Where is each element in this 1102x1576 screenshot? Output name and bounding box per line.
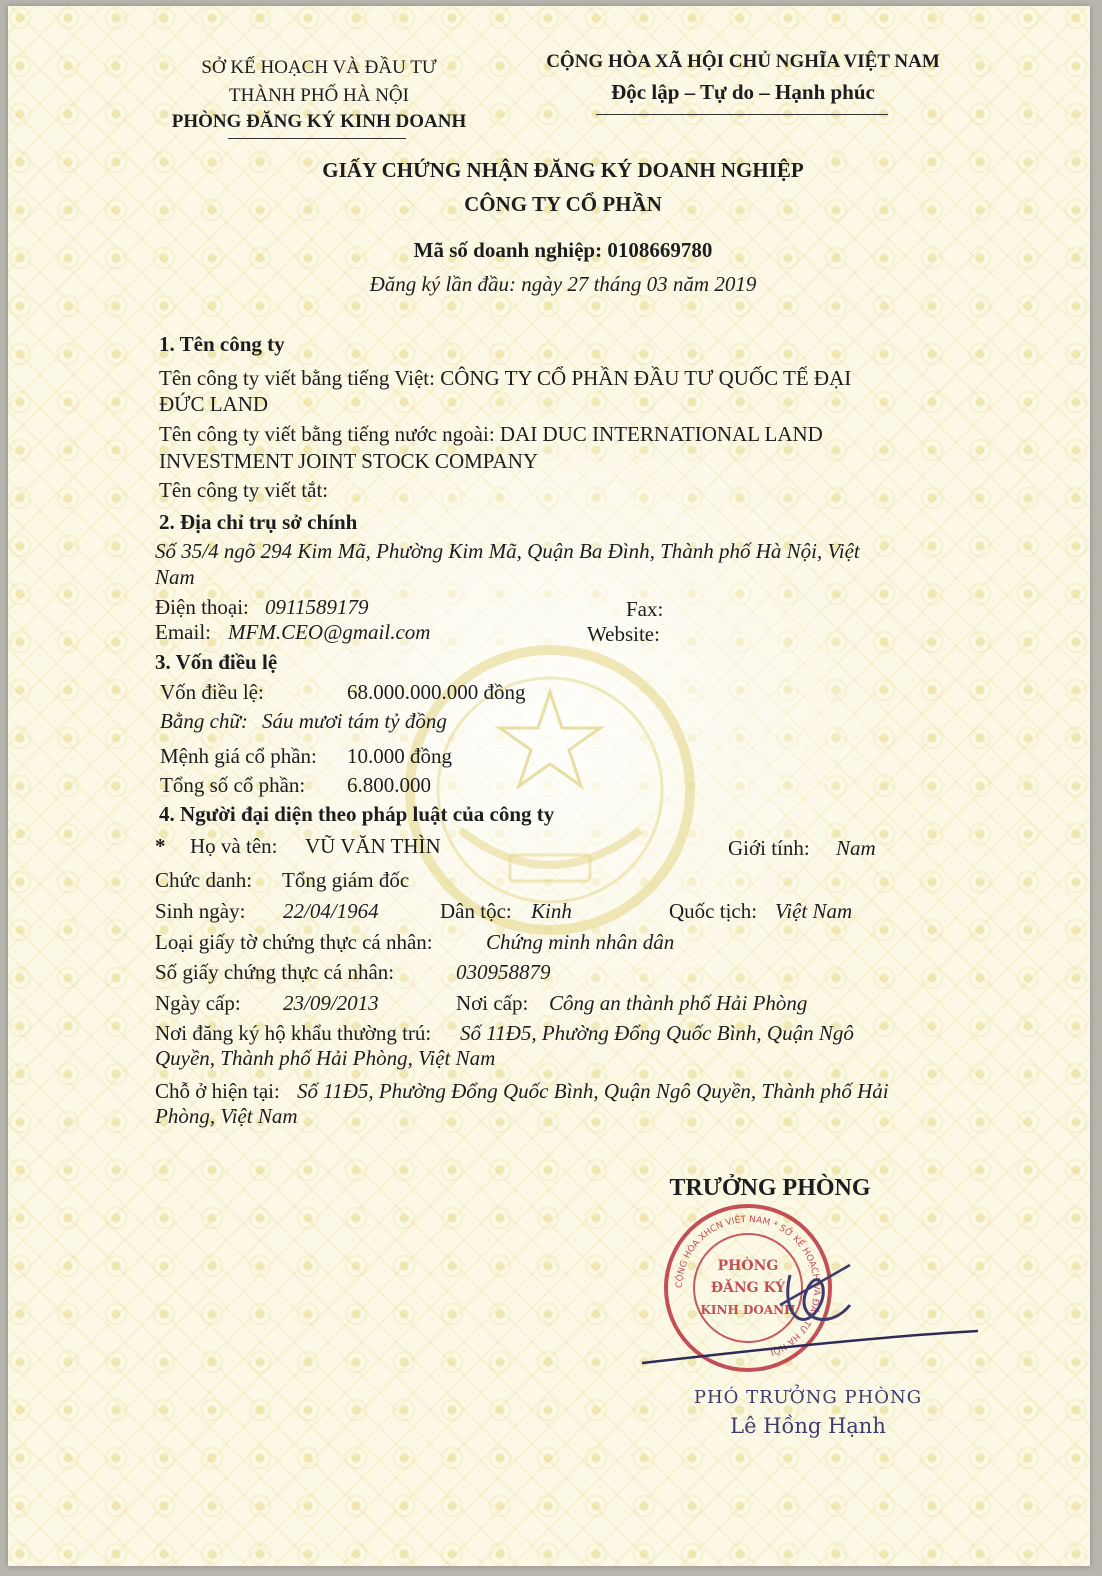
capital-value: 68.000.000.000 đồng xyxy=(347,680,526,704)
issue-date-label: Ngày cấp: xyxy=(155,991,241,1015)
position-value: Tổng giám đốc xyxy=(282,868,410,892)
stamp-center-line3: KINH DOANH xyxy=(700,1303,796,1317)
signer-name: Lê Hồng Hạnh xyxy=(730,1414,886,1438)
dob-value: 22/04/1964 xyxy=(283,899,379,923)
handwritten-signature xyxy=(640,1235,985,1375)
issue-place-value: Công an thành phố Hải Phòng xyxy=(549,991,808,1015)
representative-name-label: Họ và tên: xyxy=(190,834,278,858)
company-name-vn-line1: Tên công ty viết bằng tiếng Việt: CÔNG TY CỔ PHẦN ĐẦU TƯ QUỐC TẾ ĐẠI xyxy=(159,366,852,390)
company-name-vn-line2: ĐỨC LAND xyxy=(159,392,269,416)
stamp-center-line1: PHÒNG xyxy=(717,1258,779,1274)
permanent-address-value-line1: Số 11Đ5, Phường Đổng Quốc Bình, Quận Ngô xyxy=(460,1021,854,1045)
header-ministry: SỞ KẾ HOẠCH VÀ ĐẦU TƯ xyxy=(201,57,437,78)
current-address-value-line1: Số 11Đ5, Phường Đổng Quốc Bình, Quận Ngô Quyền, Thành phố Hải xyxy=(297,1079,889,1103)
issue-place-label: Nơi cấp: xyxy=(456,991,529,1015)
stamp-ring-text: CỘNG HÒA XHCN VIỆT NAM * SỞ KẾ HOẠCH VÀ ĐẦU TƯ HÀ NỘI xyxy=(674,1214,822,1357)
total-shares-value: 6.800.000 xyxy=(347,773,431,797)
section2-heading: 2. Địa chỉ trụ sở chính xyxy=(159,510,358,534)
position-label: Chức danh: xyxy=(155,868,253,892)
fax-label: Fax: xyxy=(626,597,664,621)
representative-bullet: * xyxy=(155,834,166,858)
current-address-label: Chỗ ở hiện tại: xyxy=(155,1079,280,1103)
nationality-label: Quốc tịch: xyxy=(669,899,758,923)
permanent-address-label: Nơi đăng ký hộ khẩu thường trú: xyxy=(155,1021,432,1045)
ethnicity-label: Dân tộc: xyxy=(440,899,512,923)
certificate-subtitle: CÔNG TY CỔ PHẦN xyxy=(464,192,662,216)
representative-name-value: VŨ VĂN THÌN xyxy=(305,834,441,858)
header-city: THÀNH PHỐ HÀ NỘI xyxy=(229,85,409,106)
company-short-name: Tên công ty viết tắt: xyxy=(159,478,329,502)
gender-label: Giới tính: xyxy=(728,836,810,860)
email-value: MFM.CEO@gmail.com xyxy=(228,620,431,644)
signatory-title: TRƯỞNG PHÒNG xyxy=(669,1175,871,1201)
total-shares-label: Tổng số cổ phần: xyxy=(160,773,306,797)
gender-value: Nam xyxy=(836,836,876,860)
header-office: PHÒNG ĐĂNG KÝ KINH DOANH xyxy=(171,111,467,132)
header-right-underline xyxy=(596,114,888,115)
id-type-label: Loại giấy tờ chứng thực cá nhân: xyxy=(155,930,433,954)
capital-words-value: Sáu mươi tám tỷ đồng xyxy=(262,709,447,733)
current-address-value-line2: Phòng, Việt Nam xyxy=(155,1104,298,1128)
par-value: 10.000 đồng xyxy=(347,744,452,768)
stamp-center-line2: ĐĂNG KÝ xyxy=(710,1280,786,1296)
par-value-label: Mệnh giá cổ phần: xyxy=(160,744,317,768)
dob-label: Sinh ngày: xyxy=(155,899,246,923)
header-republic: CỘNG HÒA XÃ HỘI CHỦ NGHĨA VIỆT NAM xyxy=(546,51,940,72)
ethnicity-value: Kinh xyxy=(531,899,572,923)
issue-date-value: 23/09/2013 xyxy=(283,991,379,1015)
head-office-address-line1: Số 35/4 ngõ 294 Kim Mã, Phường Kim Mã, Quận Ba Đình, Thành phố Hà Nội, Việt xyxy=(155,539,860,563)
company-name-foreign-line1: Tên công ty viết bằng tiếng nước ngoài: DAI DUC INTERNATIONAL LAND xyxy=(159,422,823,446)
nationality-value: Việt Nam xyxy=(775,899,853,923)
id-number-value: 030958879 xyxy=(456,960,551,984)
certificate-title: GIẤY CHỨNG NHẬN ĐĂNG KÝ DOANH NGHIỆP xyxy=(322,158,804,182)
header-left-underline xyxy=(228,138,406,139)
head-office-address-line2: Nam xyxy=(155,565,195,589)
header-motto: Độc lập – Tự do – Hạnh phúc xyxy=(611,80,875,104)
capital-words-label: Bằng chữ: xyxy=(160,709,248,733)
section3-heading: 3. Vốn điều lệ xyxy=(155,650,278,674)
website-label: Website: xyxy=(587,622,660,646)
enterprise-code: Mã số doanh nghiệp: 0108669780 xyxy=(413,238,713,262)
section1-heading: 1. Tên công ty xyxy=(159,332,285,356)
permanent-address-value-line2: Quyền, Thành phố Hải Phòng, Việt Nam xyxy=(155,1046,496,1070)
company-name-foreign-line2: INVESTMENT JOINT STOCK COMPANY xyxy=(159,449,539,473)
first-registration-date: Đăng ký lần đầu: ngày 27 tháng 03 năm 2019 xyxy=(369,272,757,296)
capital-label: Vốn điều lệ: xyxy=(160,680,264,704)
section4-heading: 4. Người đại diện theo pháp luật của công ty xyxy=(159,802,555,826)
id-type-value: Chứng minh nhân dân xyxy=(486,930,675,954)
phone-value: 0911589179 xyxy=(265,595,369,619)
id-number-label: Số giấy chứng thực cá nhân: xyxy=(155,960,395,984)
email-label: Email: xyxy=(155,620,211,644)
phone-label: Điện thoại: xyxy=(155,595,249,619)
deputy-head-title: PHÓ TRƯỞNG PHÒNG xyxy=(693,1387,923,1408)
